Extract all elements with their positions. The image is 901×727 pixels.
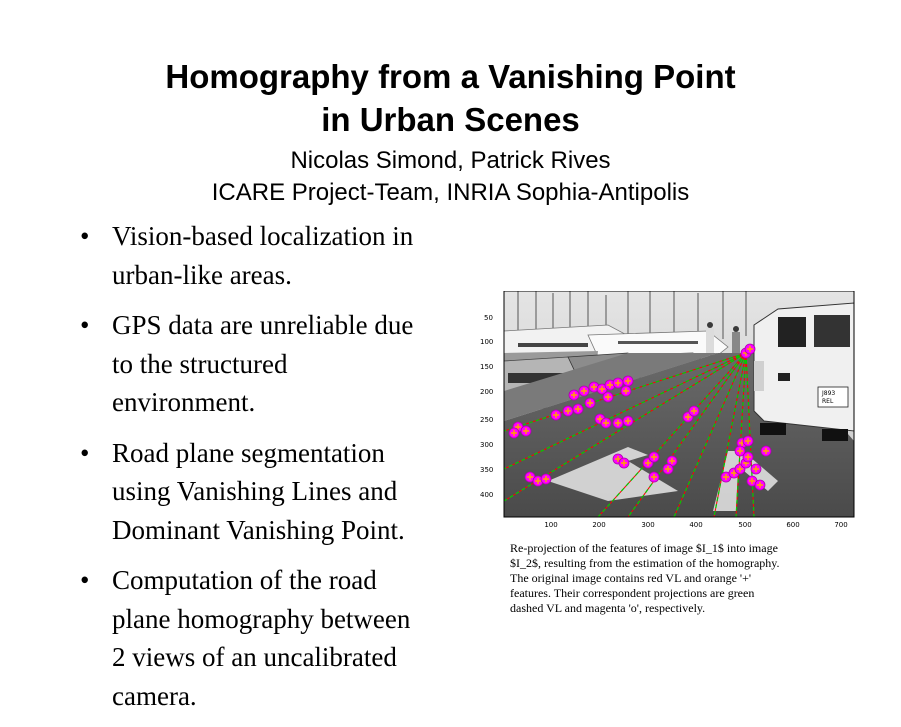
bullet-line: Dominant Vanishing Point. [112, 514, 405, 545]
affiliation: ICARE Project-Team, INRIA Sophia-Antipolis [211, 179, 690, 206]
bullet-symbol: • [80, 310, 90, 340]
bullet-item [74, 217, 474, 294]
bullet-line: 2 views of an uncalibrated [112, 642, 397, 672]
caption-line: $I_2$, resulting from the estimation of the homography. [510, 556, 780, 570]
y-tick-label: 400 [480, 491, 494, 499]
title-line-1: Homography from a Vanishing Point [165, 58, 736, 95]
y-tick-label: 200 [480, 388, 494, 396]
y-tick-label: 50 [484, 314, 493, 322]
figure-svg [478, 291, 856, 531]
authors: Nicolas Simond, Patrick Rives [290, 147, 611, 174]
x-tick-label: 100 [544, 521, 558, 529]
bullet-line: environment. [112, 387, 256, 417]
bullet-line: Computation of the road [112, 565, 377, 595]
y-tick-label: 100 [480, 338, 494, 346]
plate-text-2: REL [822, 398, 834, 405]
y-axis [480, 314, 493, 499]
x-tick-label: 400 [689, 521, 703, 529]
bullet-symbol: • [80, 437, 90, 468]
white-van [754, 303, 854, 441]
y-tick-label: 150 [480, 363, 494, 371]
bullet-line: plane homography between [112, 603, 411, 634]
scene-image [504, 291, 854, 517]
bullet-item [74, 561, 474, 715]
y-tick-label: 350 [480, 466, 494, 474]
figure-caption [510, 541, 830, 616]
bullet-item [74, 434, 474, 550]
title-line-2: in Urban Scenes [321, 101, 580, 138]
x-axis [544, 521, 847, 529]
x-tick-label: 500 [738, 521, 752, 529]
caption-line: Re-projection of the features of image $I_1$ into image [510, 541, 778, 555]
bullet-line: Road plane segmentation [112, 437, 385, 468]
bullet-line: to the structured [112, 348, 288, 379]
y-tick-label: 250 [480, 416, 494, 424]
bullet-line: urban-like areas. [112, 259, 292, 290]
x-tick-label: 700 [834, 521, 848, 529]
x-tick-label: 200 [592, 521, 606, 529]
bullet-symbol: • [80, 565, 90, 595]
figure-urban-scene [478, 291, 856, 531]
bullet-list [74, 217, 474, 727]
plate-text-1: J893 [822, 390, 836, 397]
bullet-line: camera. [112, 680, 197, 711]
bullet-line: Vision-based localization in [112, 221, 414, 251]
bullet-item [74, 306, 474, 422]
bullet-symbol: • [80, 221, 90, 251]
caption-line: The original image contains red VL and orange '+' [510, 571, 752, 585]
caption-line: dashed VL and magenta 'o', respectively. [510, 601, 706, 615]
caption-line: features. Their correspondent projections are green [510, 586, 755, 600]
bullet-line: using Vanishing Lines and [112, 476, 398, 506]
x-tick-label: 600 [786, 521, 800, 529]
y-tick-label: 300 [480, 441, 494, 449]
x-tick-label: 300 [641, 521, 655, 529]
bullet-line: GPS data are unreliable due [112, 310, 414, 340]
